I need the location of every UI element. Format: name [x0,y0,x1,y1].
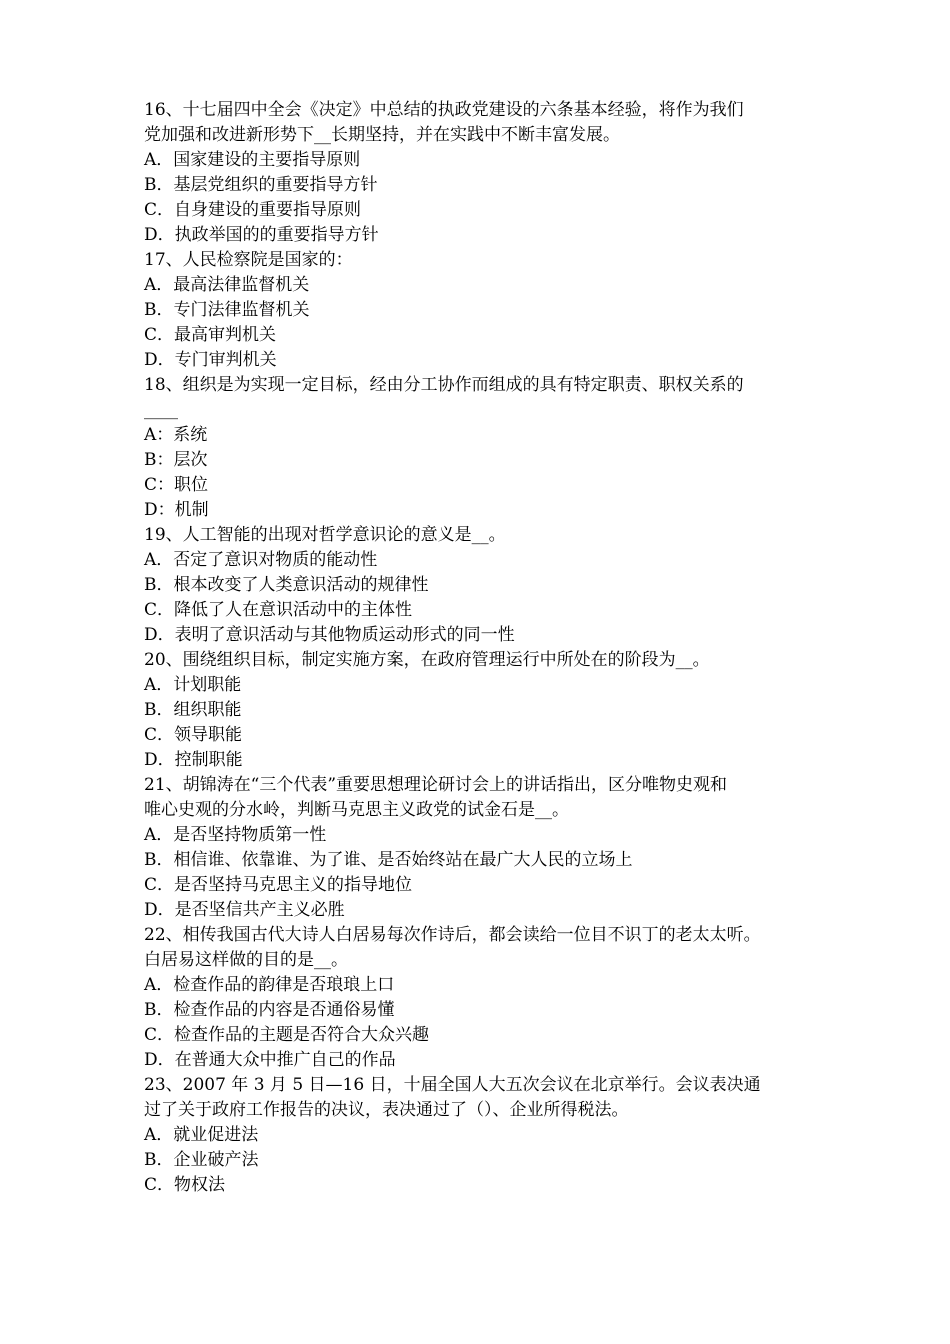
answer-option: B．组织职能 [144,700,242,720]
answer-option: B．企业破产法 [144,1150,259,1170]
question-stem: 16、十七届四中全会《决定》中总结的执政党建设的六条基本经验，将作为我们 [144,100,744,120]
answer-option: A．计划职能 [144,675,242,695]
question-stem: 21、胡锦涛在“三个代表”重要思想理论研讨会上的讲话指出，区分唯物史观和 [144,775,728,795]
answer-option: C．领导职能 [144,725,243,745]
question [144,923,819,1073]
answer-option: A．是否坚持物质第一性 [144,825,327,845]
answer-option: A．检查作品的韵律是否琅琅上口 [144,975,395,995]
question-stem: ____ [144,400,178,420]
answer-option: D．专门审判机关 [144,350,277,370]
question [144,98,819,248]
answer-option: B．根本改变了人类意识活动的规律性 [144,575,429,595]
question-stem: 17、人民检察院是国家的： [144,250,353,270]
question-stem: 22、相传我国古代大诗人白居易每次作诗后，都会读给一位目不识丁的老太太听。 [144,925,761,945]
answer-option: A．最高法律监督机关 [144,275,310,295]
question-stem: 19、人工智能的出现对哲学意识论的意义是__。 [144,525,506,545]
question-stem: 23、2007 年 3 月 5 日—16 日，十届全国人大五次会议在北京举行。会议表决通 [144,1075,761,1095]
answer-option: D．执政举国的的重要指导方针 [144,225,379,245]
answer-option: D：机制 [144,500,209,520]
answer-option: D．是否坚信共产主义必胜 [144,900,345,920]
answer-option: A：系统 [144,425,208,445]
answer-option: C．自身建设的重要指导原则 [144,200,362,220]
answer-option: B．专门法律监督机关 [144,300,310,320]
question-list [144,98,819,1198]
answer-option: C．降低了人在意识活动中的主体性 [144,600,413,620]
answer-option: D．在普通大众中推广自己的作品 [144,1050,396,1070]
question [144,648,819,773]
question-stem: 唯心史观的分水岭，判断马克思主义政党的试金石是__。 [144,800,569,820]
question [144,773,819,923]
answer-option: C．物权法 [144,1175,226,1195]
answer-option: D．控制职能 [144,750,243,770]
question-stem: 党加强和改进新形势下__长期坚持，并在实践中不断丰富发展。 [144,125,620,145]
answer-option: C．是否坚持马克思主义的指导地位 [144,875,413,895]
question [144,248,819,373]
answer-option: C．检查作品的主题是否符合大众兴趣 [144,1025,430,1045]
question-stem: 20、围绕组织目标，制定实施方案，在政府管理运行中所处在的阶段为__。 [144,650,710,670]
question [144,1073,819,1198]
answer-option: B．基层党组织的重要指导方针 [144,175,378,195]
question [144,373,819,523]
answer-option: A．就业促进法 [144,1125,259,1145]
answer-option: B．检查作品的内容是否通俗易懂 [144,1000,395,1020]
answer-option: C：职位 [144,475,209,495]
question [144,523,819,648]
answer-option: B：层次 [144,450,208,470]
answer-option: D．表明了意识活动与其他物质运动形式的同一性 [144,625,515,645]
answer-option: B．相信谁、依靠谁、为了谁、是否始终站在最广大人民的立场上 [144,850,633,870]
question-stem: 过了关于政府工作报告的决议，表决通过了（）、企业所得税法。 [144,1100,629,1120]
answer-option: A．否定了意识对物质的能动性 [144,550,378,570]
question-stem: 白居易这样做的目的是__。 [144,950,348,970]
answer-option: C．最高审判机关 [144,325,277,345]
question-stem: 18、组织是为实现一定目标，经由分工协作而组成的具有特定职责、职权关系的 [144,375,744,395]
answer-option: A．国家建设的主要指导原则 [144,150,361,170]
